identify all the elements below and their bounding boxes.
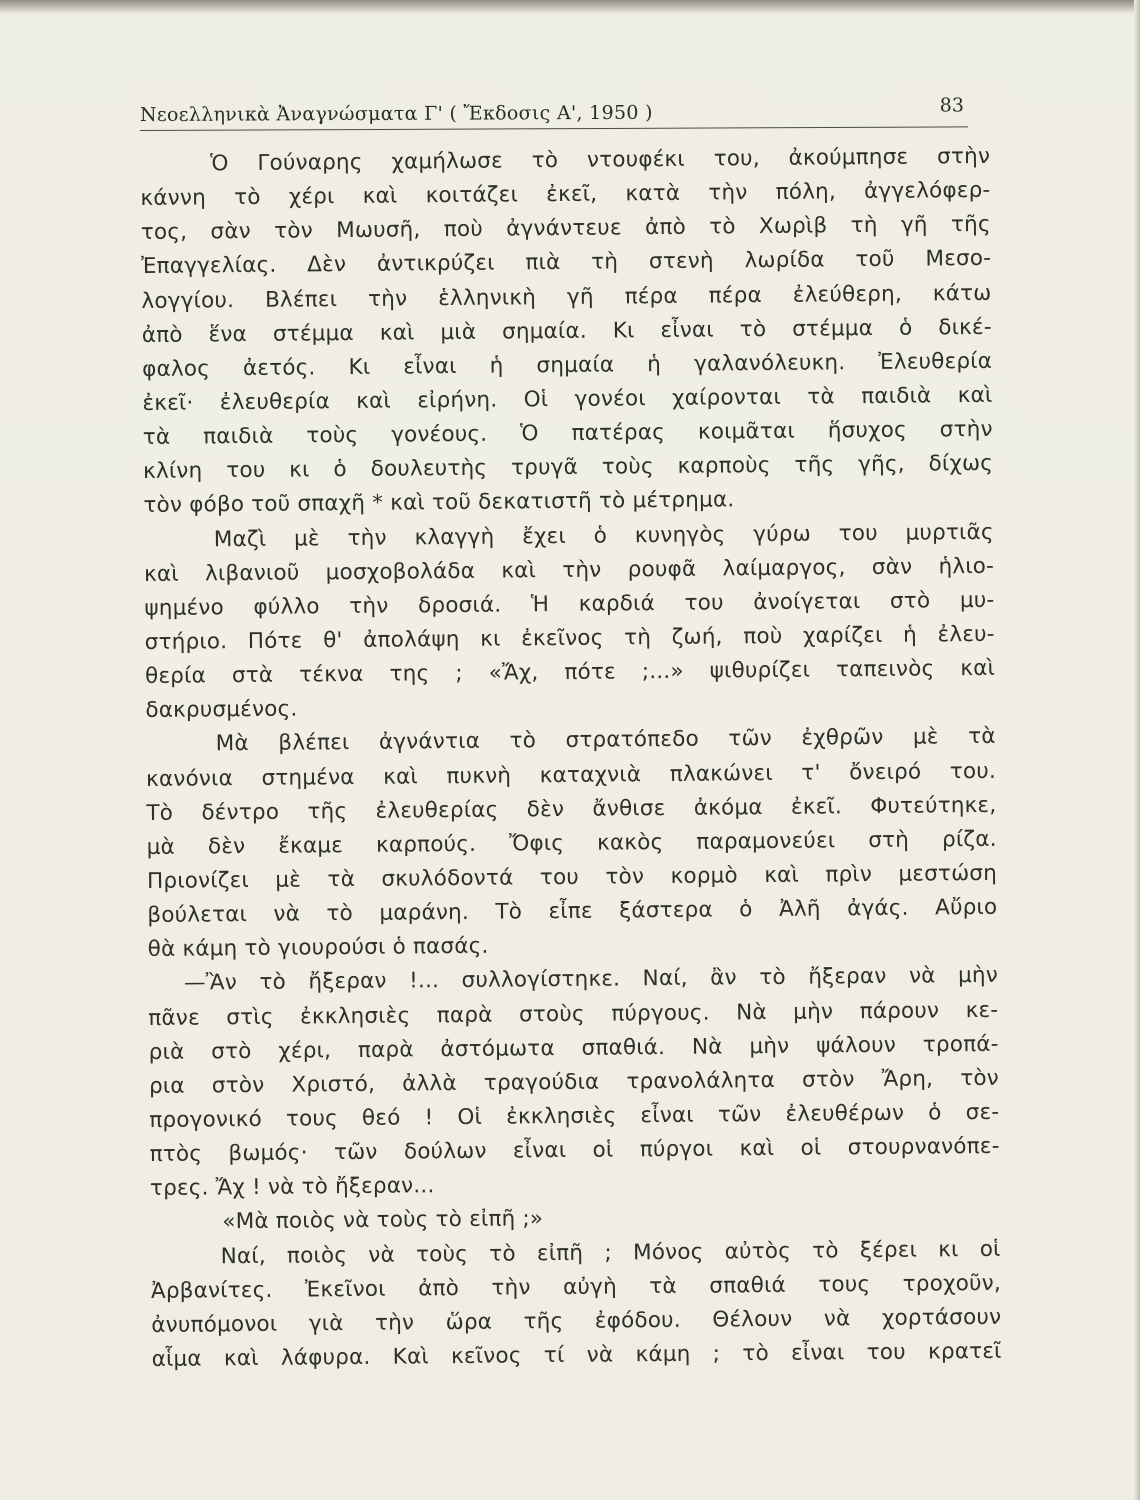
- text-line: τρες. Ἄχ ! νὰ τὸ ἤξεραν...: [149, 1173, 435, 1202]
- text-line: Πριονίζει μὲ τὰ σκυλόδοντά του τὸν κορμὸ καὶ πρὶν μεστώση: [146, 860, 998, 894]
- text-line: Μαζὶ μὲ τὴν κλαγγὴ ἔχει ὁ κυνηγὸς γύρω του μυρτιᾶς: [213, 519, 994, 552]
- text-line: ψημένο φύλλο τὴν δροσιά. Ἡ καρδιά του ἀνοίγεται στὸ μυ-: [144, 587, 995, 621]
- text-line: φαλος ἀετός. Κι εἶναι ἡ σημαία ἡ γαλανόλευκη. Ἐλευθερία: [142, 348, 993, 382]
- text-line: θὰ κάμη τὸ γιουρούσι ὁ πασάς.: [147, 933, 489, 963]
- text-line: κάννη τὸ χέρι καὶ κοιτάζει ἐκεῖ, κατὰ τὴν πόλη, ἀγγελόφερ-: [140, 177, 991, 212]
- page-number: 83: [939, 94, 964, 117]
- text-line: ριὰ στὸ χέρι, παρὰ ἀστόμωτα σπαθιά. Νὰ μὴν ψάλουν τροπά-: [148, 1031, 999, 1065]
- text-line: ἀπὸ ἕνα στέμμα καὶ μιὰ σημαία. Κι εἶναι τὸ στέμμα ὁ δικέ-: [141, 314, 992, 348]
- text-line: ἐκεῖ· ἐλευθερία καὶ εἰρήνη. Οἱ γονέοι χαίρονται τὰ παιδιὰ καὶ: [142, 382, 993, 416]
- text-line: προγονικό τους θεό ! Οἱ ἐκκλησιὲς εἶναι τῶν ἐλευθέρων ὁ σε-: [149, 1099, 1000, 1133]
- text-line: θερία στὰ τέκνα της ; «Ἄχ, πότε ;...» ψιθυρίζει ταπεινὸς καὶ: [144, 655, 996, 690]
- text-line: Μὰ βλέπει ἀγνάντια τὸ στρατόπεδο τῶν ἐχθρῶν μὲ τὰ: [215, 724, 996, 757]
- text-line: Τὸ δέντρο τῆς ἐλευθερίας δὲν ἄνθισε ἀκόμα ἐκεῖ. Φυτεύτηκε,: [146, 792, 997, 826]
- text-line: τὸν φόβο τοῦ σπαχῆ * καὶ τοῦ δεκατιστῆ τὸ μέτρημα.: [143, 487, 735, 519]
- text-line: —Ἂν τὸ ἤξεραν !... συλλογίστηκε. Ναί, ἂν τὸ ἤξεραν νὰ μὴν: [183, 963, 999, 996]
- text-line: πτὸς βωμός· τῶν δούλων εἶναι οἱ πύργοι καὶ οἱ στουρνανόπε-: [149, 1133, 1000, 1168]
- body-text: [140, 140, 1002, 1377]
- text-line: Ὁ Γούναρης χαμήλωσε τὸ ντουφέκι του, ἀκούμπησε στὴν: [210, 143, 991, 177]
- header-title: Νεοελληνικὰ Ἀναγνώσματα Γ' ( Ἔκδοσις Α', 1950 ): [139, 101, 653, 127]
- text-line: βούλεται νὰ τὸ μαράνη. Τὸ εἶπε ξάστερα ὁ Ἀλῆ ἀγάς. Αὔριο: [147, 894, 998, 929]
- text-line: κλίνη του κι ὁ δουλευτὴς τρυγᾶ τοὺς καρποὺς τῆς γῆς, δίχως: [142, 451, 994, 485]
- text-line: πᾶνε στὶς ἐκκλησιὲς παρὰ στοὺς πύργους. Νὰ μὴν πάρουν κε-: [148, 997, 999, 1031]
- text-line: «Μὰ ποιὸς νὰ τοὺς τὸ εἰπῆ ;»: [222, 1206, 544, 1235]
- text-line: ἀνυπόμονοι γιὰ τὴν ὥρα τῆς ἐφόδου. Θέλουν νὰ χορτάσουν: [151, 1304, 1002, 1338]
- text-line: ρια στὸν Χριστό, ἀλλὰ τραγούδια τρανολάλητα στὸν Ἄρη, τὸν: [148, 1065, 1000, 1099]
- page-top-edge: [0, 0, 1140, 14]
- text-line: καὶ λιβανιοῦ μοσχοβολάδα καὶ τὴν ρουφᾶ λαίμαργος, σὰν ἡλιο-: [143, 553, 995, 587]
- text-line: Ἀρβανίτες. Ἐκεῖνοι ἀπὸ τὴν αὐγὴ τὰ σπαθιά τους τροχοῦν,: [150, 1270, 1002, 1304]
- text-line: τος, σὰν τὸν Μωυσῆ, ποὺ ἀγνάντευε ἀπὸ τὸ Χωρὶβ τὴ γῆ τῆς: [140, 212, 991, 246]
- text-line: μὰ δὲν ἔκαμε καρπούς. Ὄφις κακὸς παραμονεύει στὴ ρίζα.: [146, 826, 997, 860]
- page-right-edge: [1134, 0, 1140, 1500]
- text-line: στήριο. Πότε θ' ἀπολάψη κι ἐκεῖνος τὴ ζωή, ποὺ χαρίζει ἡ ἐλευ-: [144, 621, 995, 655]
- text-line: Ναί, ποιὸς νὰ τοὺς τὸ εἰπῆ ; Μόνος αὐτὸς τὸ ξέρει κι οἱ: [220, 1236, 1001, 1269]
- text-line: κανόνια στημένα καὶ πυκνὴ καταχνιὰ πλακώνει τ' ὄνειρό του.: [145, 758, 997, 792]
- text-line: αἷμα καὶ λάφυρα. Καὶ κεῖνος τί νὰ κάμη ; τὸ εἶναι του κρατεῖ: [151, 1338, 1002, 1372]
- text-line: δακρυσμένος.: [145, 696, 298, 724]
- text-line: Ἐπαγγελίας. Δὲν ἀντικρύζει πιὰ τὴ στενὴ λωρίδα τοῦ Μεσο-: [141, 246, 992, 280]
- text-line: τὰ παιδιὰ τοὺς γονέους. Ὁ πατέρας κοιμᾶται ἥσυχος στὴν: [142, 416, 993, 451]
- text-line: λογγίου. Βλέπει τὴν ἑλληνικὴ γῆ πέρα πέρα ἐλεύθερη, κάτω: [141, 280, 992, 314]
- running-header: [140, 92, 968, 131]
